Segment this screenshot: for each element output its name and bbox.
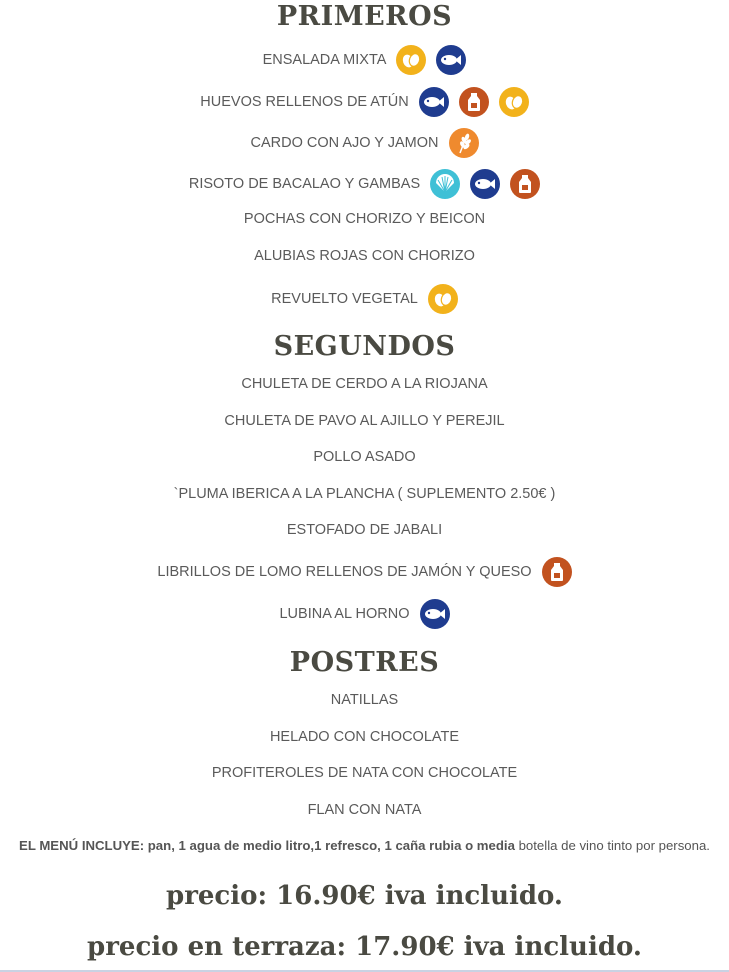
fish-icon	[436, 45, 466, 75]
menu-item-flan	[0, 800, 729, 820]
menu-includes-regular: botella de vino tinto por persona.	[514, 838, 710, 853]
allergen-icons	[430, 169, 540, 199]
price-terraza: precio en terraza: 17.90€ iva incluido.	[87, 932, 642, 962]
menu-item-name: NATILLAS	[330, 692, 399, 708]
fish-icon	[419, 87, 449, 117]
menu-item-name: PROFITEROLES DE NATA CON CHOCOLATE	[211, 765, 518, 781]
fish-icon	[470, 169, 500, 199]
menu-item-name: ESTOFADO DE JABALI	[286, 522, 443, 538]
menu-item-lubina	[0, 599, 729, 629]
menu-item-pollo-asado	[0, 447, 729, 467]
milk-icon	[542, 557, 572, 587]
menu-includes	[0, 837, 729, 855]
menu-item-librillos	[0, 557, 729, 587]
price-interior: precio: 16.90€ iva incluido.	[166, 881, 563, 911]
milk-icon	[459, 87, 489, 117]
allergen-icons	[396, 45, 466, 75]
menu-includes-bold: EL MENÚ INCLUYE: pan, 1 agua de medio litro,1 refresco, 1 caña rubia o media	[19, 838, 515, 853]
egg-icon	[396, 45, 426, 75]
menu-item-name: LIBRILLOS DE LOMO RELLENOS DE JAMÓN Y QUESO	[157, 564, 532, 580]
menu-item-name: CARDO CON AJO Y JAMON	[250, 135, 439, 151]
menu-item-name: FLAN CON NATA	[307, 802, 422, 818]
menu-item-name: HUEVOS RELLENOS DE ATÚN	[200, 94, 409, 110]
egg-icon	[499, 87, 529, 117]
gluten-icon	[449, 128, 479, 158]
allergen-icons	[419, 87, 529, 117]
primeros-title: PRIMEROS	[276, 1, 453, 32]
allergen-icons	[420, 599, 450, 629]
menu-item-estofado	[0, 520, 729, 540]
menu-item-name: RISOTO DE BACALAO Y GAMBAS	[188, 176, 421, 192]
menu-item-ensalada-mixta	[0, 45, 729, 75]
shellfish-icon	[430, 169, 460, 199]
allergen-icons	[449, 128, 479, 158]
menu-item-name: CHULETA DE PAVO AL AJILLO Y PEREJIL	[224, 413, 505, 429]
milk-icon	[510, 169, 540, 199]
menu-item-name: HELADO CON CHOCOLATE	[269, 729, 460, 745]
menu-item-name: ENSALADA MIXTA	[262, 52, 387, 68]
menu-item-chuleta-cerdo	[0, 374, 729, 394]
menu-item-pochas	[0, 209, 729, 229]
menu-item-revuelto	[0, 284, 729, 314]
menu-item-profiteroles	[0, 763, 729, 783]
postres-title: POSTRES	[289, 647, 440, 678]
menu-item-cardo	[0, 128, 729, 158]
menu-item-huevos-rellenos	[0, 87, 729, 117]
menu-item-chuleta-pavo	[0, 411, 729, 431]
egg-icon	[428, 284, 458, 314]
menu-item-name: POCHAS CON CHORIZO Y BEICON	[243, 211, 486, 227]
fish-icon	[420, 599, 450, 629]
menu-item-name: REVUELTO VEGETAL	[271, 291, 418, 307]
menu-item-risoto	[0, 169, 729, 199]
menu-item-alubias	[0, 246, 729, 266]
menu-item-helado	[0, 727, 729, 747]
menu-item-name: ALUBIAS ROJAS CON CHORIZO	[254, 248, 475, 264]
menu-item-name: CHULETA DE CERDO A LA RIOJANA	[241, 376, 488, 392]
menu-item-name: `PLUMA IBERICA A LA PLANCHA ( SUPLEMENTO 2.50€ )	[173, 486, 556, 502]
menu-item-natillas	[0, 690, 729, 710]
allergen-icons	[428, 284, 458, 314]
allergen-icons	[542, 557, 572, 587]
menu-item-pluma-iberica	[0, 484, 729, 504]
menu-item-name: POLLO ASADO	[313, 449, 416, 465]
menu-item-name: LUBINA AL HORNO	[279, 606, 410, 622]
segundos-title: SEGUNDOS	[273, 331, 456, 362]
